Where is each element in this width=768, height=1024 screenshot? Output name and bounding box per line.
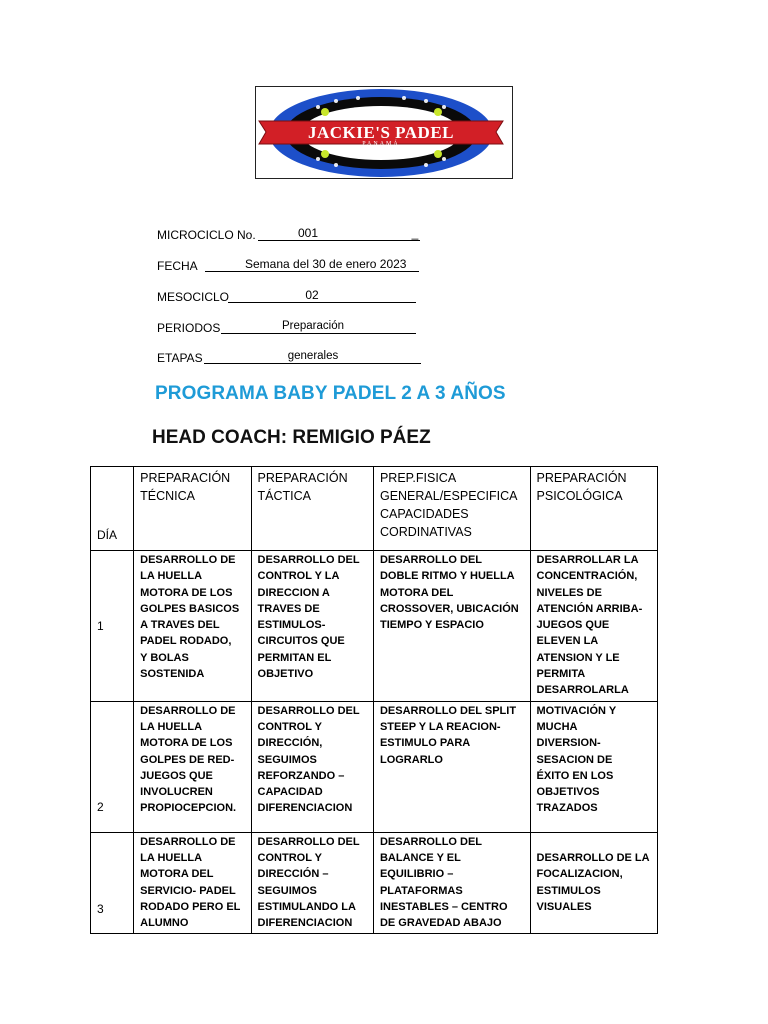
header-day: DÍA [91, 467, 134, 551]
field-value: Preparación [281, 320, 344, 332]
field-underline [204, 363, 421, 364]
row-day: 2 [91, 701, 134, 832]
program-title: PROGRAMA BABY PADEL 2 A 3 AÑOS [155, 383, 506, 404]
header-psicologica: PREPARACIÓN PSICOLÓGICA [530, 467, 657, 551]
cell-psicologica: MOTIVACIÓN Y MUCHA DIVERSION- SESACION DE ÉXITO EN LOS OBJETIVOS TRAZADOS [530, 701, 657, 832]
field-value: 001 [297, 226, 319, 240]
field-underline [205, 271, 419, 272]
cell-tactica: DESARROLLO DEL CONTROL Y DIRECCIÓN – SEGUIMOS ESTIMULANDO LA DIFERENCIACION [251, 832, 373, 934]
training-plan-table [90, 466, 658, 934]
field-underline [221, 333, 416, 334]
table-row [91, 832, 658, 934]
field-mesociclo [157, 288, 319, 304]
header-fisica: PREP.FISICA GENERAL/ESPECIFICA CAPACIDADES CORDINATIVAS [373, 467, 530, 551]
cell-psicologica: DESARROLLAR LA CONCENTRACIÓN, NIVELES DE ATENCIÓN ARRIBA- JUEGOS QUE ELEVEN LA ATENSION Y LE PERMITA DESARROLARLA [530, 551, 657, 702]
logo-subtitle-text: PANAMÁ [362, 141, 400, 147]
header-tactica: PREPARACIÓN TÁCTICA [251, 467, 373, 551]
cell-tactica: DESARROLLO DEL CONTROL Y DIRECCIÓN, SEGUIMOS REFORZANDO – CAPACIDAD DIFERENCIACION [251, 701, 373, 832]
field-label: MESOCICLO [157, 290, 230, 304]
logo-brand-text: JACKIE'S PADEL [307, 123, 455, 142]
row-day: 3 [91, 832, 134, 934]
field-suffix: _ [411, 226, 419, 240]
row-day: 1 [91, 551, 134, 702]
field-label: MICROCICLO No. [157, 228, 256, 242]
cell-fisica: DESARROLLO DEL SPLIT STEEP Y LA REACION- ESTIMULO PARA LOGRARLO [373, 701, 530, 832]
field-label: PERIODOS [157, 321, 221, 335]
field-periodos [157, 320, 344, 335]
field-label: FECHA [157, 259, 198, 273]
table-row [91, 701, 658, 832]
header-tecnica: PREPARACIÓN TÉCNICA [134, 467, 251, 551]
field-underline [228, 302, 416, 303]
field-microciclo [157, 226, 419, 242]
table-row [91, 551, 658, 702]
cell-fisica: DESARROLLO DEL DOBLE RITMO Y HUELLA MOTORA DEL CROSSOVER, UBICACIÓN TIEMPO Y ESPACIO [373, 551, 530, 702]
cell-tactica: DESARROLLO DEL CONTROL Y LA DIRECCION A TRAVES DE ESTIMULOS- CIRCUITOS QUE PERMITAN EL OBJETIVO [251, 551, 373, 702]
field-fecha [157, 257, 407, 273]
field-etapas [157, 350, 339, 365]
table-header-row [91, 467, 658, 551]
coach-title: HEAD COACH: REMIGIO PÁEZ [152, 427, 431, 448]
cell-tecnica: DESARROLLO DE LA HUELLA MOTORA DEL SERVICIO- PADEL RODADO PERO EL ALUMNO [134, 832, 251, 934]
field-label: ETAPAS [157, 351, 203, 365]
cell-tecnica: DESARROLLO DE LA HUELLA MOTORA DE LOS GOLPES DE RED- JUEGOS QUE INVOLUCREN PROPIOCEPCION. [134, 701, 251, 832]
cell-fisica: DESARROLLO DEL BALANCE Y EL EQUILIBRIO – PLATAFORMAS INESTABLES – CENTRO DE GRAVEDAD ABAJO [373, 832, 530, 934]
field-value: 02 [305, 288, 319, 302]
field-value: Semana del 30 de enero 2023 [245, 257, 407, 271]
cell-psicologica: DESARROLLO DE LA FOCALIZACION, ESTIMULOS VISUALES [530, 832, 657, 934]
field-value: generales [287, 350, 339, 362]
cell-tecnica: DESARROLLO DE LA HUELLA MOTORA DE LOS GOLPES BASICOS A TRAVES DEL PADEL RODADO, Y BOLAS SOSTENIDA [134, 551, 251, 702]
jackies-padel-logo [256, 87, 512, 178]
logo-frame [255, 86, 513, 179]
field-underline [258, 240, 420, 241]
